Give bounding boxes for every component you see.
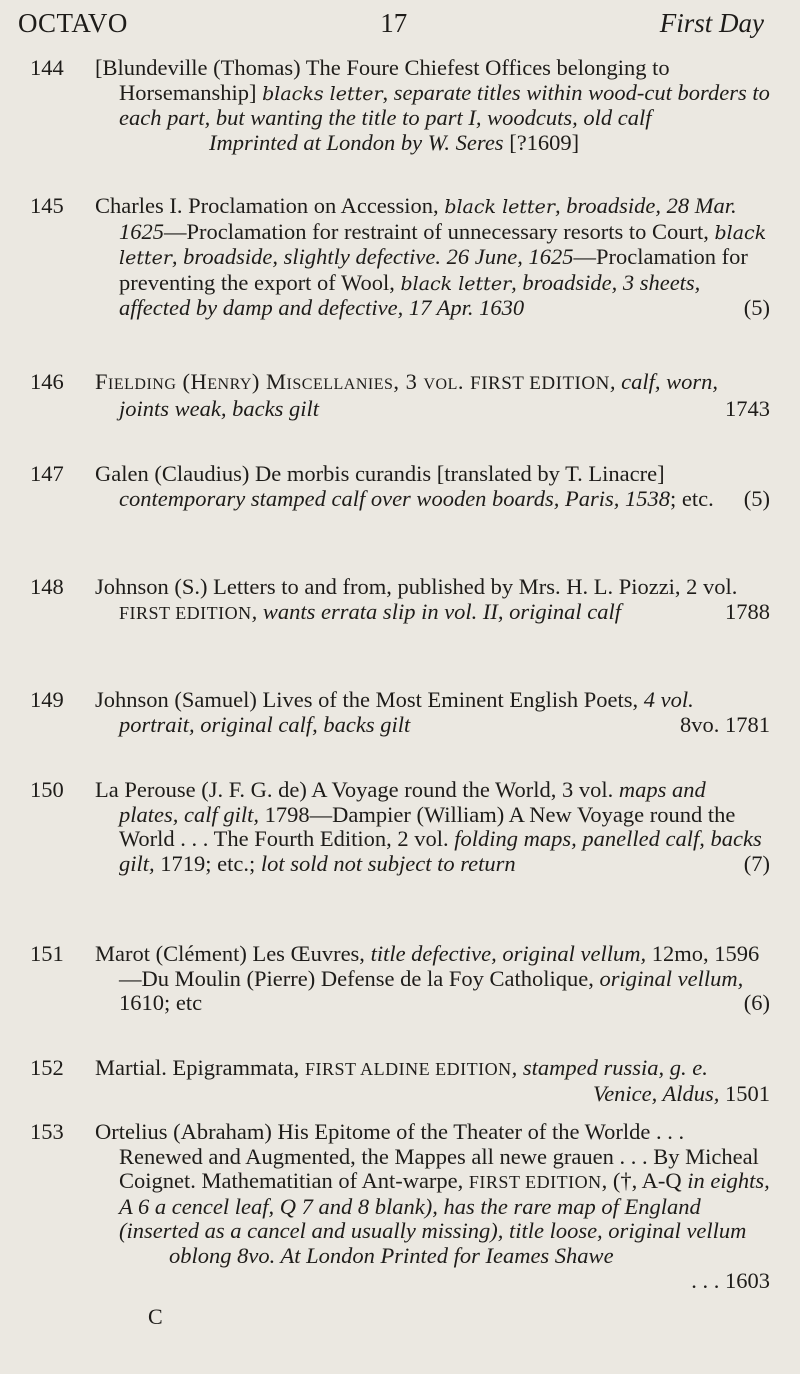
- lot-text: —Proclamation for preventing the export of Wool,: [119, 244, 748, 295]
- lot-italic-text: folding maps, panelled calf, backs gilt,: [119, 826, 762, 876]
- lot-text: 1719; etc.;: [154, 850, 261, 876]
- lot-italic-text: contemporary stamped calf over wooden boards, Paris, 1538: [119, 485, 670, 511]
- lot-number: 145: [30, 193, 64, 218]
- blackletter-text: black letter: [444, 196, 555, 218]
- lot-italic-text: , broadside, 3 sheets, affected by damp and defective, 17 Apr. 1630: [119, 269, 701, 321]
- imprint: Venice, Aldus,: [592, 1080, 720, 1106]
- lot-number: 150: [30, 777, 64, 802]
- lot-quantity: (7): [743, 850, 770, 876]
- lot-quantity: (5): [743, 485, 770, 511]
- lot-description: [95, 1120, 770, 1293]
- lot-text: 1798—Dampier (William) A New Voyage round the World . . . The Fourth Edition, 2 vol.: [119, 801, 736, 852]
- lot-description: [95, 194, 770, 321]
- blackletter-text: black letter: [400, 272, 512, 295]
- lot-imprint-date: [680, 711, 770, 738]
- lot-description: [95, 1056, 770, 1106]
- edition-text: FIRST EDITION: [468, 1172, 602, 1193]
- lot-text: —Proclamation for restraint of unnecessary resorts to Court,: [164, 218, 715, 244]
- lot-number: 149: [30, 687, 64, 712]
- lot-text: Johnson (Samuel) Lives of the Most Eminent English Poets,: [95, 687, 644, 712]
- lot-italic-text: , calf, worn, joints weak, backs gilt: [119, 369, 718, 421]
- lot-italic-text: original vellum,: [599, 965, 744, 991]
- lot-number: 146: [30, 369, 64, 394]
- lot-text: Ortelius (Abraham) His Epitome of the Theater of the Worlde . . . Renewed and Augmented, the Mappes all newe grauen . . . By Micheal Coignet. Mathematitian of Ant-warpe,: [95, 1119, 759, 1194]
- lot-description: [95, 942, 770, 1016]
- lot-number: 153: [30, 1119, 64, 1144]
- blackletter-text: black letter: [119, 221, 767, 270]
- header-sale-day: First Day: [659, 8, 764, 38]
- lot-quantity: (5): [743, 295, 770, 321]
- lot-text: Galen (Claudius) De morbis curandis [translated by T. Linacre]: [95, 461, 665, 486]
- lot-number: 147: [30, 461, 64, 486]
- lot-italic-text: 4 vol. portrait, original calf, backs gilt: [119, 687, 694, 737]
- lot-italic-text: lot sold not subject to return: [260, 850, 516, 876]
- lot-italic-text: in eights, A 6 a cencel leaf, Q 7 and 8 blank), has the rare map of England (inserted as a cancel and usually missing), title loose, original vellum: [119, 1168, 770, 1244]
- lot-text: Fielding (Henry) Miscellanies, 3 vol.: [95, 369, 471, 394]
- lot-text: 12mo, 1596—Du Moulin (Pierre) Defense de la Foy Catholique,: [119, 941, 760, 991]
- lot-text: [Blundeville (Thomas) The Foure Chiefest Offices belonging to Horsemanship]: [95, 55, 670, 105]
- lot-imprint-date: [592, 1080, 770, 1107]
- imprint-line: [119, 1244, 770, 1269]
- lot-text: Charles I. Proclamation on Accession,: [95, 193, 445, 218]
- imprint: 8vo.: [680, 711, 720, 737]
- running-header: [18, 8, 764, 42]
- lot-italic-text: maps and plates, calf gilt,: [119, 777, 706, 827]
- lot-italic-text: , stamped russia, g. e.: [511, 1055, 708, 1080]
- lot-number: 152: [30, 1055, 64, 1080]
- imprint-line: [119, 131, 770, 156]
- lot-text: Johnson (S.) Letters to and from, published by Mrs. H. L. Piozzi, 2 vol.: [95, 574, 738, 599]
- page-number: 17: [380, 8, 408, 38]
- blackletter-text: blacks letter: [262, 82, 383, 105]
- signature-mark: C: [148, 1304, 163, 1329]
- lot-date: 1501: [725, 1080, 770, 1106]
- lot-text: ,: [382, 79, 394, 105]
- lot-italic-text: title defective, original vellum,: [370, 941, 647, 966]
- lot-text: ; etc.: [670, 485, 714, 511]
- edition-text: FIRST EDITION: [470, 373, 610, 394]
- header-section: OCTAVO: [18, 8, 128, 38]
- date-line: [119, 1269, 770, 1294]
- lot-date: 1743: [725, 395, 770, 421]
- lot-description: [95, 575, 770, 625]
- lot-text: La Perouse (J. F. G. de) A Voyage round the World, 3 vol.: [95, 777, 619, 802]
- lot-italic-text: separate titles within wood-cut borders to each part, but wanting the title to part I, woodcuts, old calf: [119, 79, 770, 131]
- lot-italic-text: , wants errata slip in vol. II, original calf: [251, 598, 622, 624]
- lot-description: [95, 778, 770, 876]
- lot-date: 1781: [725, 711, 770, 737]
- lot-date: . . . 1603: [691, 1267, 770, 1293]
- edition-text: FIRST ALDINE EDITION: [304, 1059, 512, 1079]
- lot-italic-text: , broadside, 28 Mar. 1625: [119, 193, 737, 244]
- lot-description: [95, 688, 770, 737]
- lot-text: , (†, A-Q: [601, 1168, 688, 1194]
- lot-text: 1610; etc: [119, 990, 203, 1016]
- lot-date: [?1609]: [509, 129, 580, 155]
- lot-number: 151: [30, 941, 64, 966]
- edition-text: FIRST EDITION: [119, 602, 252, 623]
- lot-description: [95, 370, 770, 421]
- lot-text: Marot (Clément) Les Œuvres,: [95, 941, 371, 966]
- imprint: Imprinted at London by W. Seres: [209, 129, 504, 155]
- lot-description: [95, 462, 770, 511]
- lot-description: [95, 56, 770, 155]
- imprint: oblong 8vo. At London Printed for Ieames Shawe: [169, 1242, 614, 1268]
- lot-number: 144: [30, 55, 64, 80]
- lot-number: 148: [30, 574, 64, 599]
- lot-text: Martial. Epigrammata,: [95, 1055, 305, 1080]
- lot-date: 1788: [725, 598, 770, 624]
- lot-italic-text: , broadside, slightly defective. 26 June, 1625: [171, 244, 574, 270]
- lot-quantity: (6): [743, 990, 770, 1016]
